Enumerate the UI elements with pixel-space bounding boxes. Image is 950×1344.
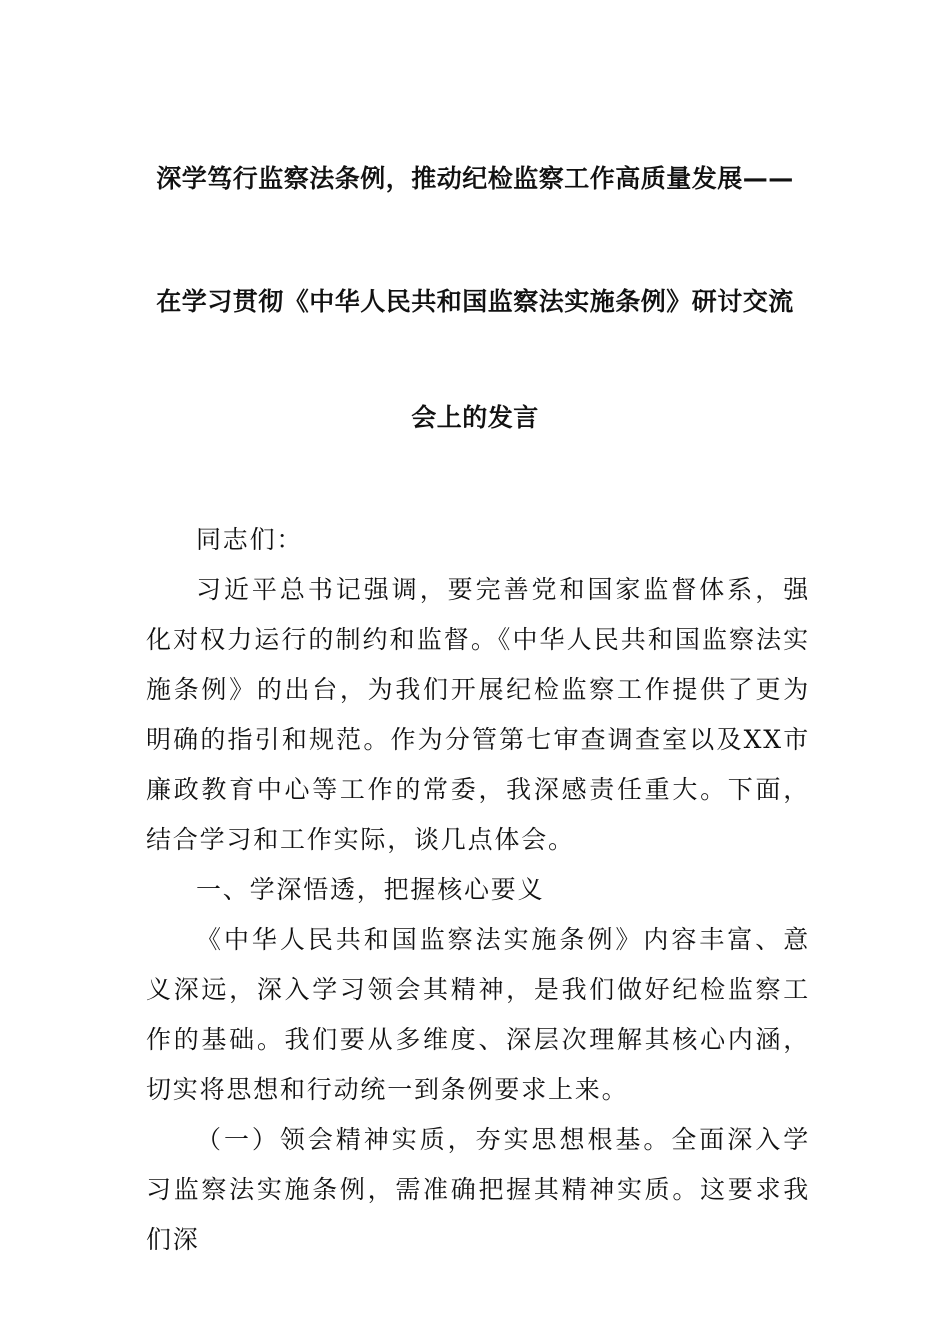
- paragraph-section-1: 《中华人民共和国监察法实施条例》内容丰富、意义深远，深入学习领会其精神，是我们做好纪检监察工作的基础。我们要从多维度、深层次理解其核心内涵，切实将思想和行动统一到条例要求上来。: [146, 925, 810, 1104]
- paragraph-subsection-1: （一）领会精神实质，夯实思想根基。全面深入学习监察法实施条例，需准确把握其精神实质。这要求我们深: [146, 1125, 810, 1254]
- title-line-3: 会上的发言: [411, 403, 539, 432]
- section-heading-1: 一、学深悟透，把握核心要义: [196, 875, 545, 904]
- title-line-1: 深学笃行监察法条例，推动纪检监察工作高质量发展——: [156, 164, 794, 193]
- document-body: [146, 515, 810, 1265]
- title-line-2: 在学习贯彻《中华人民共和国监察法实施条例》研讨交流: [156, 287, 794, 316]
- paragraph-intro: 习近平总书记强调，要完善党和国家监督体系，强化对权力运行的制约和监督。《中华人民共和国监察法实施条例》的出台，为我们开展纪检监察工作提供了更为明确的指引和规范。作为分管第七审查调查室以及XX市廉政教育中心等工作的常委，我深感责任重大。下面，结合学习和工作实际，谈几点体会。: [146, 575, 810, 854]
- salutation: 同志们：: [196, 525, 304, 554]
